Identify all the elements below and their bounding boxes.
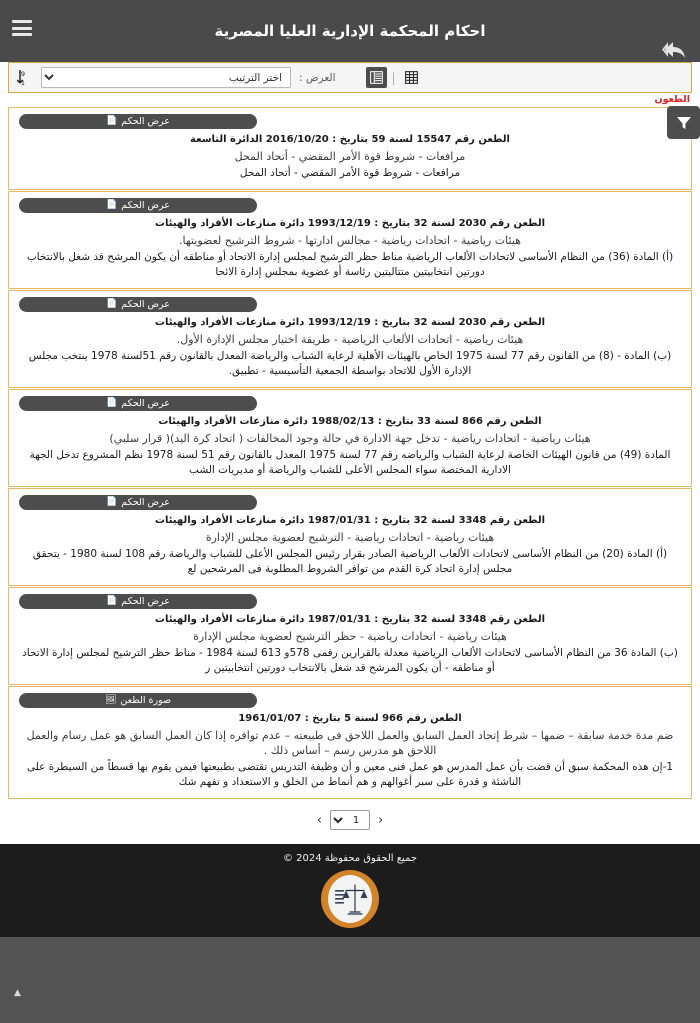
view-judgment-button[interactable] [19, 297, 257, 312]
case-meta: الطعن رقم 2030 لسنة 32 بتاريخ : 1993/12/19 دائرة منازعات الأفراد والهيئات [154, 317, 546, 328]
view-judgment-label: عرض الحكم [121, 116, 170, 127]
sort-select[interactable] [41, 67, 291, 88]
case-body: مرافعات - شروط قوة الأمر المقضي - أتحاد المحل [239, 167, 461, 179]
case-subject: ضم مدة خدمة سابقة – ضمها – شرط إتحاد العمل السابق والعمل اللاحق فى طبيعته – عدم توافره إذا كان العمل السابق هو عمل رسام والعمل اللاحق هو مدرس رسم – أساس ذلك . [26, 729, 674, 757]
chevron-next-icon[interactable]: ‹ [378, 812, 384, 828]
view-judgment-label: عرض الحكم [121, 200, 170, 211]
case-meta: الطعن رقم 15547 لسنة 59 بتاريخ : 2016/10/20 الدائرة التاسعة [190, 134, 510, 145]
case-meta: الطعن رقم 3348 لسنة 32 بتاريخ : 1987/01/31 دائرة منازعات الأفراد والهيئات [154, 614, 546, 625]
case-meta: الطعن رقم 3348 لسنة 32 بتاريخ : 1987/01/31 دائرة منازعات الأفراد والهيئات [154, 515, 546, 526]
result-card[interactable] [8, 587, 692, 685]
image-icon: 🖼 [104, 695, 117, 705]
document-icon: 📄 [106, 398, 118, 408]
svg-text:9: 9 [20, 69, 25, 78]
case-subject: هيئات رياضية - اتحادات رياضية - مجالس ادارتها - شروط الترشيح لعضويتها. [179, 234, 521, 247]
reply-all-icon[interactable] [662, 38, 690, 62]
view-judgment-button[interactable] [19, 495, 257, 510]
hamburger-bar [12, 33, 32, 36]
ribbon-row [19, 594, 681, 609]
view-judgment-label: عرض الحكم [121, 596, 170, 607]
case-body: (ب) المادة 36 من النظام الأساسى لاتحادات الألعاب الرياضية معدلة بالقرارين رقمى 578و 613 لسنة 1984 - مناط حظر الترشيح لمجلس إدارة الاتحاد أو مناطقه - أن يكون المرشح قد شغل بالانتخاب دورتين انتخابيتين ر [22, 647, 678, 674]
case-body: المادة (49) من قانون الهيئات الخاصة لرعاية الشباب والرياضه رقم 77 لسنة 1975 المعدل بالقانون رقم 51 لسنة 1978 نظم المشروع تدخل الجهة الادارية المختصة سواء المجلس الأعلى للشباب والرياضة أو مديريات الشب [29, 449, 671, 476]
case-subject: مرافعات - شروط قوة الأمر المقضي - أتحاد المحل [234, 150, 466, 163]
view-mode-toggle [366, 67, 422, 88]
document-icon: 📄 [106, 596, 118, 606]
view-appeal-image-label: صورة الطعن [120, 695, 172, 706]
case-subject: هيئات رياضية - اتحادات رياضية - تدخل جهة الادارة في حالة وجود المخالفات ( اتحاد كرة اليد)( قرار سلبي) [109, 432, 591, 445]
results-toolbar [8, 62, 692, 93]
chevron-prev-icon[interactable]: › [316, 812, 322, 828]
case-meta: الطعن رقم 866 لسنة 33 بتاريخ : 1988/02/13 دائرة منازعات الأفراد والهيئات [158, 416, 542, 427]
case-body: (أ) المادة (36) من النظام الأساسى لاتحادات الألعاب الرياضية مناط حظر الترشيح لمجلس إدارة الاتحاد أو مناطقه أن يكون المرشح قد شغل بالانتخاب دورتين انتخابيتين متتاليتين رئاسة أو عضوية بمجلس إدارة الائحا [26, 251, 674, 278]
result-card[interactable] [8, 191, 692, 289]
grid-view-icon[interactable] [401, 67, 422, 88]
view-judgment-button[interactable] [19, 594, 257, 609]
view-appeal-image-button[interactable] [19, 693, 257, 708]
filter-funnel-icon[interactable] [667, 106, 700, 139]
toolbar-separator: | [391, 70, 396, 85]
app-footer [0, 844, 700, 937]
result-card[interactable] [8, 488, 692, 586]
document-icon: 📄 [106, 200, 118, 210]
sort-descending-icon[interactable] [15, 68, 33, 88]
view-mode-label: العرض : [299, 71, 336, 84]
document-icon: 📄 [106, 116, 118, 126]
view-judgment-button[interactable] [19, 198, 257, 213]
view-judgment-button[interactable] [19, 396, 257, 411]
view-judgment-label: عرض الحكم [121, 299, 170, 310]
view-judgment-label: عرض الحكم [121, 497, 170, 508]
list-view-icon[interactable] [366, 67, 387, 88]
scales-of-justice-logo [321, 870, 379, 928]
view-judgment-button[interactable] [19, 114, 257, 129]
result-card[interactable] [8, 290, 692, 388]
result-card[interactable] [8, 686, 692, 799]
hamburger-icon[interactable] [12, 20, 32, 36]
case-subject: هيئات رياضية - اتحادات رياضية - حظر الترشيح لعضوية مجلس الإدارة [193, 630, 507, 643]
hamburger-bar [12, 20, 32, 23]
document-icon: 📄 [106, 299, 118, 309]
case-subject: هيئات رياضية - اتحادات رياضية - الترشيح لعضوية مجلس الإدارة [205, 531, 495, 544]
bottom-strip [0, 937, 700, 1023]
view-judgment-label: عرض الحكم [121, 398, 170, 409]
case-body: 1-إن هذه المحكمة سبق أن قضت بأن عمل المدرس هو عمل فنى معين و أن وظيفة التدريس تقتضى بطبيعتها فيمن يقوم بها قسطاً من السيطرة على الناشئة و قدرة على سبر أغوالهم و هم أنماط من الخلق و الاستعداد و تفهم شك [26, 761, 674, 788]
logo-inner-circle [328, 875, 372, 923]
ribbon-row [19, 396, 681, 411]
case-meta: الطعن رقم 966 لسنة 5 بتاريخ : 1961/01/07 [238, 713, 462, 724]
page-select[interactable] [330, 810, 370, 830]
case-meta: الطعن رقم 2030 لسنة 32 بتاريخ : 1993/12/19 دائرة منازعات الأفراد والهيئات [154, 218, 546, 229]
result-card[interactable] [8, 107, 692, 190]
case-body: (ب) المادة - (8) من القانون رقم 77 لسنة 1975 الخاص بالهيئات الأهلية لرعاية الشباب والرياضة المعدل بالقانون رقم 51لسنة 1978 ينتخب مجلس الإدارة الأول للاتحاد بواسطة الجمعية التأسيسية - تطبيق. [28, 350, 672, 377]
copyright-text: جميع الحقوق محفوظة 2024 © [282, 853, 418, 864]
toolbar-wrapper [0, 62, 700, 93]
app-header [0, 0, 700, 62]
ribbon-row [19, 495, 681, 510]
result-card[interactable] [8, 389, 692, 487]
page-title: احكام المحكمة الإدارية العليا المصرية [214, 22, 486, 40]
chevron-up-icon[interactable]: ▲ [14, 988, 21, 998]
ribbon-row [19, 693, 681, 708]
case-body: (أ) المادة (20) من النظام الأساسى لاتحادات الألعاب الرياضية الصادر بقرار رئيس المجلس الأعلى للشباب والرياضة رقم 108 لسنة 1980 - يتحقق مجلس إدارة اتحاد كرة القدم من توافر الشروط المطلوبة فى المرشحين لع [32, 548, 668, 575]
pagination [8, 800, 692, 844]
document-icon: 📄 [106, 497, 118, 507]
results-content [0, 93, 700, 844]
case-subject: هيئات رياضية - اتحادات الألعاب الرياضية - طريقة اختيار مجلس الإدارة الأول. [176, 333, 524, 346]
ribbon-row [19, 114, 681, 129]
ribbon-row [19, 297, 681, 312]
hamburger-bar [12, 27, 32, 30]
section-label-appeals: الطعون [654, 94, 690, 105]
svg-text:1: 1 [20, 78, 25, 87]
ribbon-row [19, 198, 681, 213]
